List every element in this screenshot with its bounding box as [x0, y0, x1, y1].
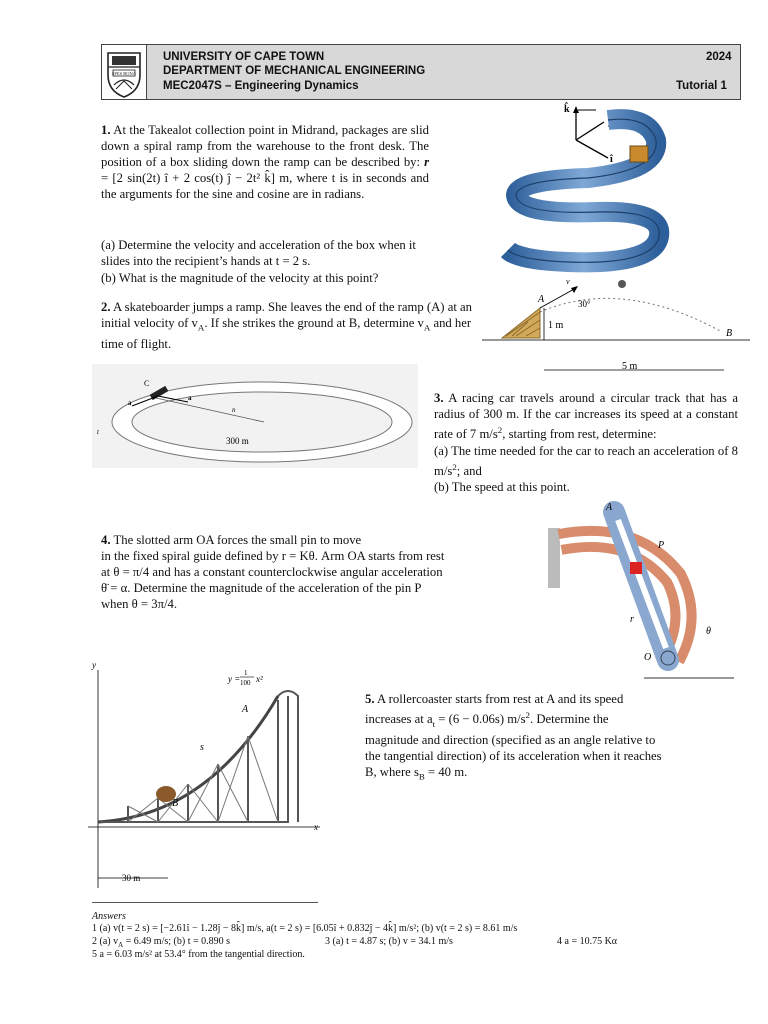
point-b-label: B	[726, 328, 733, 339]
j-axis-label: ĵ	[608, 116, 612, 127]
q3-text-b: , starting from rest, determine:	[502, 427, 657, 442]
q1-number: 1.	[101, 123, 111, 137]
question-4	[101, 532, 531, 612]
point-o-label: O	[644, 652, 652, 663]
i-axis-label: î	[610, 154, 613, 165]
curve-eq-lhs: y =	[228, 674, 241, 684]
answers-divider	[92, 902, 318, 903]
pin-p	[630, 562, 642, 574]
t-label: t	[97, 428, 99, 436]
question-3: 3. A racing car travels around a circular track that has a radius of 300 m. If the car increases its speed at a constant rate of 7 $m/s^2$, starting from rest, determine: (a) The time needed for the car to reach an acceleration of 8 $m/s^2$; and (b) The speed at this point.	[434, 391, 738, 494]
course-name: MEC2047S – Engineering Dynamics	[163, 80, 359, 92]
q3-text: A racing car travels around a circular track that has a radius of 300 m. If the car increases its speed at a constant rate of 7 m/s	[434, 391, 738, 442]
curve-eq-denominator: 100	[240, 679, 251, 687]
q2-number: 2.	[101, 300, 111, 314]
q3-part-a-end: ; and	[456, 463, 482, 478]
q4-number: 4.	[101, 533, 111, 547]
radius-label: 300 m	[226, 436, 249, 446]
rollercoaster-figure	[88, 656, 332, 888]
university-name: UNIVERSITY OF CAPE TOWN	[163, 51, 325, 63]
distance-label: 5 m	[622, 361, 638, 372]
q4-line-2: in the fixed spiral guide defined by r = Kθ. Arm OA starts from rest	[101, 549, 445, 564]
q2-text: A skateboarder jumps a ramp. She leaves the end of the ramp (A) at an initial velocity of v	[101, 300, 473, 331]
question-5: 5. A rollercoaster starts from rest at A and its speed increases at $a_t = (6 - 0.06s)$ $m/s^2$. Determine the magnitude and direction (specified as an angle relative to the tangential direction) of its acceleration when it reaches B, where $s_B = 40$ m.	[365, 692, 662, 782]
tutorial-label: Tutorial 1	[676, 80, 727, 92]
q1-text-b: where t is in seconds and the arguments for the sine and cosine are in radians.	[101, 171, 429, 202]
answer-2: 2 (a) $v_A = 6.49$ m/s; (b) t = 0.890 s	[92, 936, 231, 949]
answer-3: 3 (a) t = 4.87 s; (b) v = 34.1 m/s	[325, 936, 453, 947]
y-axis-label: y	[92, 660, 96, 670]
department-name: DEPARTMENT OF MECHANICAL ENGINEERING	[163, 65, 426, 77]
answer-1: 1 (a) v(t = 2 s) = [−2.61î − 1.28ĵ − 8k̂] m/s, a(t = 2 s) = [6.05î + 0.832ĵ − 4k̂] m/s²; (b) v(t = 2 s) = 8.61 m/s	[92, 923, 518, 934]
answer-4: 4 a = 10.75 Kα	[557, 936, 618, 947]
q5-line-2: increases at a	[365, 712, 433, 727]
q3-part-b: (b) The speed at this point.	[434, 479, 570, 494]
q3-part-a: (a) The time needed for the car to reach an acceleration of 8 m/s	[434, 443, 738, 478]
angle-label: 30°	[578, 299, 591, 309]
q2-text-2: . If she strikes the ground at B, determine v	[204, 316, 424, 331]
q5-line-4: the tangential direction) of its acceleration when it reaches	[365, 749, 662, 764]
year: 2024	[706, 51, 732, 63]
q5-line-3: magnitude and direction (specified as an angle relative to	[365, 732, 656, 747]
curve-eq-numerator: 1	[244, 669, 248, 677]
s-label: s	[200, 742, 204, 753]
curve-equation	[227, 669, 263, 687]
question-1: 1. At the Takealot collection point in Midrand, packages are slid down a spiral ramp from the warehouse to the front desk. The position of a box sliding down the ramp can be described by: r = [2 sin(2t) î + 2 cos(t) ĵ − 2t² k̂] m, where t is in seconds and the arguments for the sine and cosine are in radians.	[101, 123, 430, 202]
point-a-label: A	[538, 294, 545, 305]
q4-line-4: θ̈ = α. Determine the magnitude of the acceleration of the pin P	[101, 581, 422, 596]
spiral-ramp-figure	[478, 100, 688, 282]
q1-part-b: (b) What is the magnitude of the velocity at this point?	[101, 271, 379, 285]
svg-text:SPES BONA: SPES BONA	[111, 71, 137, 76]
car-label: C	[144, 379, 150, 388]
q5-line-5b: = 40 m.	[424, 765, 468, 780]
r-label: r	[630, 614, 634, 625]
q1-part-a: (a) Determine the velocity and acceleration of the box when it slides into the recipient’s hands at t = 2 s.	[101, 238, 416, 269]
point-p-label: P	[658, 540, 665, 551]
racetrack-figure	[92, 364, 418, 468]
distance-label: 30 m	[122, 873, 141, 883]
answers-title: Answers	[92, 911, 126, 922]
q1-text: At the Takealot collection point in Midrand, packages are slid down a spiral ramp from the warehouse to the front desk. The position of a box sliding down the ramp can be described by:	[101, 123, 429, 170]
point-a-label: A	[606, 502, 613, 513]
q5-line-2b: = (6 − 0.06s) m/s	[435, 712, 526, 727]
q5-line-1: A rollercoaster starts from rest at A and its speed	[377, 692, 624, 706]
curve-eq-x: x²	[256, 674, 263, 684]
height-label: 1 m	[548, 320, 564, 331]
q1-equation: [2 sin(2t) î + 2 cos(t) ĵ − 2t² k̂] m,	[112, 171, 293, 186]
q2-sub-a: A	[197, 322, 205, 333]
spiral-ramp	[508, 119, 659, 262]
va-label: v	[566, 277, 570, 286]
theta-label: θ	[706, 626, 711, 637]
answer-2-b: = 6.49 m/s; (b) t = 0.890 s	[123, 936, 231, 947]
a-label: a	[188, 394, 192, 402]
point-b-label: B	[172, 798, 179, 809]
q5-line-2-end: . Determine the	[529, 712, 609, 727]
q3-number: 3.	[434, 391, 444, 405]
q4-line-5: when θ = 3π/4.	[101, 597, 178, 612]
answer-5: 5 a = 6.03 m/s² at 53.4° from the tangential direction.	[92, 949, 305, 960]
q4-line-1: The slotted arm OA forces the small pin to move	[113, 533, 362, 547]
k-axis-label: k̂	[564, 104, 570, 115]
skateboard-ramp-figure	[482, 272, 750, 380]
package-box	[630, 146, 648, 162]
point-a-label: A	[242, 704, 249, 715]
at-label: a	[128, 399, 132, 407]
q2-sub-a-2: A	[423, 322, 431, 333]
skateboarder	[618, 280, 626, 288]
q4-line-3: at θ = π/4 and has a constant counterclockwise angular acceleration	[101, 565, 443, 580]
q5-number: 5.	[365, 692, 375, 706]
slotted-arm-figure	[544, 498, 734, 680]
university-crest	[102, 45, 147, 99]
q2-text-3: and her time of flight.	[101, 316, 472, 351]
x-axis-label: x	[314, 822, 318, 832]
q5-line-5: B, where s	[365, 765, 419, 780]
question-2	[101, 299, 495, 352]
answer-2-a: 2 (a) v	[92, 936, 119, 947]
n-label: n	[232, 406, 236, 414]
q1-r-symbol: r	[424, 155, 430, 170]
